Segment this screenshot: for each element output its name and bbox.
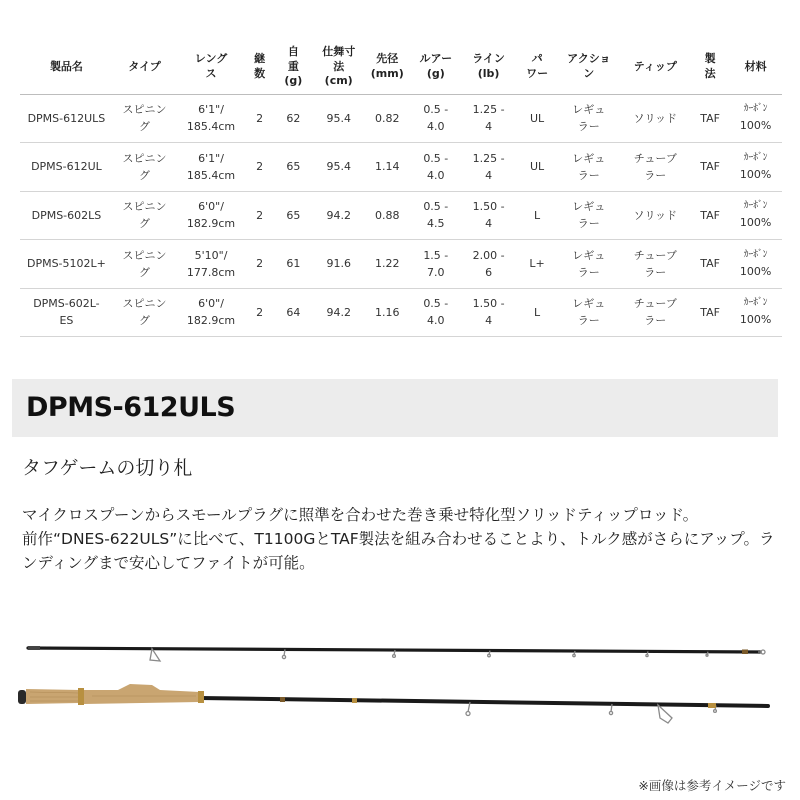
table-row (20, 143, 782, 192)
column-header-power: パ ワー (516, 40, 558, 94)
table-row (20, 191, 782, 240)
description-paragraph: 前作“DNES-622ULS”に比べて、T1100GとTAF製法を組み合わせることより、トルク感がさらにアップ。ランディングまで安心してファイトが可能。 (22, 530, 775, 572)
cell-name: DPMS-5102L+ (20, 240, 113, 289)
column-header-action: アクショ ン (558, 40, 619, 94)
cell-material: ｶｰﾎﾞﾝ 100% (729, 240, 782, 289)
column-header-weight: 自 重 (g) (273, 40, 313, 94)
cell-name: DPMS-612ULS (20, 94, 113, 143)
cell-tiptype: チューブ ラー (619, 240, 691, 289)
cell-name: DPMS-602LS (20, 191, 113, 240)
cell-line: 1.25 - 4 (461, 94, 516, 143)
cell-length: 5'10"/ 177.8cm (176, 240, 246, 289)
catchphrase: タフゲームの切り札 (22, 457, 193, 479)
cell-type: スピニン グ (113, 288, 176, 337)
table-row (20, 94, 782, 143)
rod-butt-section (18, 684, 768, 723)
cell-action: レギュ ラー (558, 240, 619, 289)
cell-action: レギュ ラー (558, 94, 619, 143)
cell-method: TAF (691, 191, 729, 240)
cell-type: スピニン グ (113, 94, 176, 143)
cell-lure: 0.5 - 4.0 (410, 143, 461, 192)
cell-type: スピニン グ (113, 191, 176, 240)
column-header-material: 材料 (729, 40, 782, 94)
cell-type: スピニン グ (113, 240, 176, 289)
cell-closed: 95.4 (313, 94, 364, 143)
cell-line: 1.50 - 4 (461, 288, 516, 337)
cell-lure: 0.5 - 4.5 (410, 191, 461, 240)
column-header-tiptype: ティップ (619, 40, 691, 94)
cell-type: スピニン グ (113, 143, 176, 192)
cell-method: TAF (691, 143, 729, 192)
cell-weight: 64 (273, 288, 313, 337)
cell-weight: 62 (273, 94, 313, 143)
cell-material: ｶｰﾎﾞﾝ 100% (729, 191, 782, 240)
column-header-closed: 仕舞寸 法 (cm) (313, 40, 364, 94)
cell-power: L+ (516, 240, 558, 289)
cell-method: TAF (691, 240, 729, 289)
cell-length: 6'0"/ 182.9cm (176, 288, 246, 337)
column-header-pieces: 継 数 (246, 40, 273, 94)
cell-pieces: 2 (246, 240, 273, 289)
cell-power: L (516, 191, 558, 240)
column-header-tip: 先径 (mm) (364, 40, 410, 94)
cell-weight: 61 (273, 240, 313, 289)
description-paragraph: マイクロスプーンからスモールプラグに照準を合わせた巻き乗せ特化型ソリッドティップロッド。 (22, 506, 699, 524)
cell-action: レギュ ラー (558, 191, 619, 240)
cell-power: UL (516, 94, 558, 143)
column-header-lure: ルアー (g) (410, 40, 461, 94)
cell-material: ｶｰﾎﾞﾝ 100% (729, 94, 782, 143)
cell-closed: 95.4 (313, 143, 364, 192)
cell-pieces: 2 (246, 94, 273, 143)
cell-closed: 94.2 (313, 191, 364, 240)
cell-line: 2.00 - 6 (461, 240, 516, 289)
cell-power: L (516, 288, 558, 337)
cell-line: 1.50 - 4 (461, 191, 516, 240)
cell-length: 6'0"/ 182.9cm (176, 191, 246, 240)
rod-tip-section (28, 648, 765, 661)
cell-pieces: 2 (246, 288, 273, 337)
cell-tip: 1.16 (364, 288, 410, 337)
cell-material: ｶｰﾎﾞﾝ 100% (729, 288, 782, 337)
cell-lure: 0.5 - 4.0 (410, 288, 461, 337)
column-header-line: ライン (lb) (461, 40, 516, 94)
table-row (20, 240, 782, 289)
cell-lure: 1.5 - 7.0 (410, 240, 461, 289)
cell-weight: 65 (273, 191, 313, 240)
cell-tip: 1.22 (364, 240, 410, 289)
cell-weight: 65 (273, 143, 313, 192)
spec-header-row (20, 40, 782, 94)
cell-name: DPMS-602L- ES (20, 288, 113, 337)
cell-action: レギュ ラー (558, 143, 619, 192)
cell-name: DPMS-612UL (20, 143, 113, 192)
cell-length: 6'1"/ 185.4cm (176, 143, 246, 192)
column-header-name: 製品名 (20, 40, 113, 94)
cell-method: TAF (691, 288, 729, 337)
cell-lure: 0.5 - 4.0 (410, 94, 461, 143)
cell-tiptype: ソリッド (619, 94, 691, 143)
model-title: DPMS-612ULS (26, 392, 236, 423)
cell-pieces: 2 (246, 191, 273, 240)
fishing-rod-icon (0, 630, 800, 740)
cell-power: UL (516, 143, 558, 192)
table-row (20, 288, 782, 337)
cell-tiptype: ソリッド (619, 191, 691, 240)
model-description (22, 503, 782, 575)
cell-length: 6'1"/ 185.4cm (176, 94, 246, 143)
cell-pieces: 2 (246, 143, 273, 192)
cell-tiptype: チューブ ラー (619, 143, 691, 192)
spec-table (20, 40, 782, 337)
column-header-length: レング ス (176, 40, 246, 94)
column-header-method: 製 法 (691, 40, 729, 94)
cell-line: 1.25 - 4 (461, 143, 516, 192)
cell-tiptype: チューブ ラー (619, 288, 691, 337)
cell-action: レギュ ラー (558, 288, 619, 337)
cell-closed: 94.2 (313, 288, 364, 337)
image-disclaimer: ※画像は参考イメージです (638, 778, 786, 793)
cell-tip: 0.88 (364, 191, 410, 240)
cell-tip: 1.14 (364, 143, 410, 192)
cell-tip: 0.82 (364, 94, 410, 143)
cell-closed: 91.6 (313, 240, 364, 289)
cell-method: TAF (691, 94, 729, 143)
column-header-type: タイプ (113, 40, 176, 94)
cell-material: ｶｰﾎﾞﾝ 100% (729, 143, 782, 192)
